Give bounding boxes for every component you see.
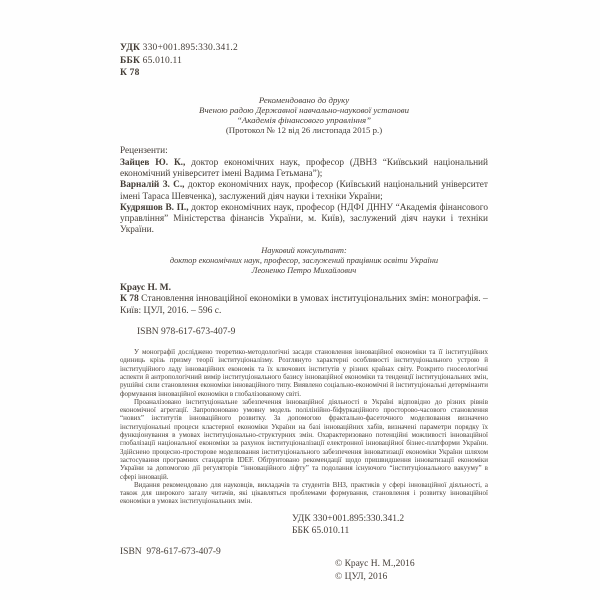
reviewer-text: доктор економічних наук, професор (НДФІ ДННУ “Академія фінансового управління” Міністерства фінансів України, м. Київ), заслужений діяч науки і техніки України. xyxy=(120,202,488,236)
bbk-line xyxy=(120,55,488,68)
approval-protocol: (Протокол № 12 від 26 листопада 2015 р.) xyxy=(225,125,383,136)
bbk-value: 65.010.11 xyxy=(142,55,183,66)
bbk-label: ББК xyxy=(120,55,141,66)
copyright-publisher: © ЦУЛ, 2016 xyxy=(335,571,388,582)
reviewer-text: доктор економічних наук, професор (ДВНЗ “Київський національний економічний університет імені Вадима Гетьмана”); xyxy=(120,157,488,179)
annotation-paragraph-3: Видання рекомендовано для науковців, викладачів та студентів ВНЗ, практиків у сфері інноваційної діяльності, а також для широкого загалу читачів, які цікавляться проблемами формування, становлення і розвитку інноваційної економіки в умовах інституціональних змін. xyxy=(120,480,488,506)
copyright-block xyxy=(335,558,415,584)
reviewer-text: доктор економічних наук, професор (Київський національний університет імені Тараса Шевченка), заслужений діяч науки і техніки України; xyxy=(120,180,488,202)
book-code: К 78 xyxy=(120,68,140,78)
consultant-name: Леоненко Петро Михайлович xyxy=(251,265,357,275)
reviewers-heading: Рецензенти: xyxy=(120,146,168,157)
approval-line-2: Вченою радою Державної навчально-наукової установи xyxy=(199,104,409,115)
udk-line xyxy=(120,42,488,55)
consultant-degree: доктор економічних наук, професор, заслужений працівник освіти України xyxy=(169,255,439,265)
consultant-section xyxy=(120,246,488,276)
bbk-bottom: ББК 65.010.11 xyxy=(292,526,350,537)
reviewer-name: Кудряшов В. П., xyxy=(120,202,189,213)
reviewer-entry xyxy=(120,158,488,181)
catalog-description: Становлення інноваційної економіки в умовах інституціональних змін: монографія. – Київ: ЦУЛ, 2016. – 596 с. xyxy=(120,294,488,317)
catalog-card xyxy=(120,283,488,318)
approval-line-3: “Академія фінансового управління” xyxy=(236,114,372,125)
annotation-paragraph-2: Проаналізовано інституціональне забезпечення інноваційної діяльності в Україні відповідно до різних рівнів економічної агрегації. Запропоновано умовну модель полілінійно-біфуркаційного просторово-часового становлення “нових” інститутів інноваційного розвитку. За допомогою фрактально-фасеточного моделювання визначено інституціональні процеси кластерної економіки України на базі інноваційних хабів, визначені параметри порядку їх функціонування в умовах інституціонально-структурних змін. Охарактеризовано потенційні можливості інноваційної глобалізації національної економіки за рахунок інституціоналізації електронної інноваційної бізнес-платформи України. Здійснено процесно-просторове моделювання інституціонального забезпечення інноватизації економіки України шляхом застосування програмних стандартів IDEF. Обґрунтовано рекомендації щодо пришвидшення інноватизації економіки України за допомогою дії регуляторів “інноваційного ліфту” та подолання існуючого “інституціонального вакууму” в сфері інновацій. xyxy=(120,397,488,481)
udk-bottom: УДК 330+001.895:330.341.2 xyxy=(292,513,405,524)
copyright-author: © Краус Н. М.,2016 xyxy=(335,558,415,569)
approval-line-1: Рекомендовано до друку xyxy=(258,94,350,105)
annotation-paragraph-1: У монографії досліджено теоретико-методологічні засади становлення інноваційної економіки та її інституційних одиниць крізь призму теорії інституціоналізму. Розглянуто характерні особливості інституціонального устрою й інституційного ладу інноваційних економік та їх ключових інститутів у різних країнах світу. Розкрито гносеологічні аспекти й антропологічний вимір інституціонального базису інноваційної економіки та тенденції інституціональних змін, рушійні сили становлення економіки інноваційного типу. Виявлено соціально-економічні й інституціональні детермінанти формування інноваційної економіки в глобалізованому світі. xyxy=(120,348,488,398)
consultant-heading: Науковий консультант: xyxy=(261,245,347,255)
footer-row xyxy=(120,547,488,597)
catalog-entry xyxy=(120,294,488,318)
page-content xyxy=(120,42,488,597)
reviewers-section xyxy=(120,146,488,236)
reviewer-entry xyxy=(120,180,488,203)
classification-codes-bottom xyxy=(292,513,404,538)
annotation-section xyxy=(120,348,488,506)
classification-codes-top xyxy=(120,42,488,80)
isbn-footer: ISBN 978-617-673-407-9 xyxy=(120,546,221,557)
catalog-code: К 78 xyxy=(120,294,139,305)
reviewer-name: Варналій З. С., xyxy=(120,180,185,191)
reviewer-entry xyxy=(120,203,488,237)
reviewer-name: Зайцев Ю. К., xyxy=(120,157,186,168)
udk-label: УДК xyxy=(120,43,141,53)
approval-note xyxy=(120,95,488,136)
isbn-catalog: ISBN 978-617-673-407-9 xyxy=(137,327,236,338)
udk-value: 330+001.895:330.341.2 xyxy=(142,43,238,53)
catalog-author: Краус Н. М. xyxy=(120,282,171,293)
